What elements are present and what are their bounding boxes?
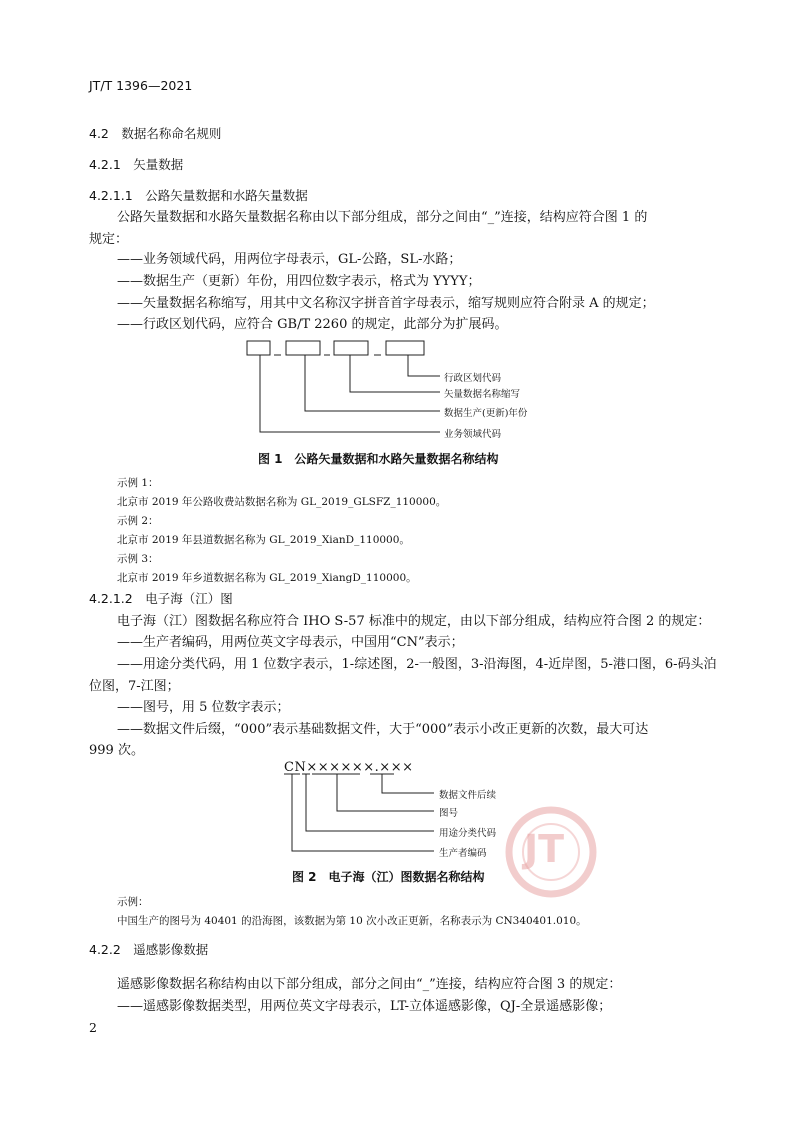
watermark-text: JT	[524, 827, 565, 871]
example-label: 示例 1：	[117, 477, 159, 489]
example-label: 示例：	[117, 896, 149, 908]
figure2-label: 生产者编码	[439, 848, 487, 859]
figure1-label: 业务领域代码	[444, 429, 502, 440]
list-item: ——业务领域代码，用两位字母表示，GL-公路，SL-水路；	[117, 252, 462, 267]
section-heading-4-2-2: 4.2.2 遥感影像数据	[89, 942, 209, 957]
list-item: ——矢量数据名称缩写，用其中文名称汉字拼音首字母表示，缩写规则应符合附录 A 的规定；	[117, 296, 655, 311]
figure2-label: 用途分类代码	[439, 828, 497, 839]
figure-2-caption: 图 2 电子海（江）图数据名称结构	[292, 870, 485, 884]
example-text: 北京市 2019 年公路收费站数据名称为 GL_2019_GLSFZ_110000。	[117, 496, 447, 508]
example-label: 示例 3：	[117, 553, 159, 565]
section-heading-4-2-1: 4.2.1 矢量数据	[89, 157, 184, 172]
figure1-label: 数据生产(更新)年份	[444, 408, 528, 419]
section-heading-4-2-1-2: 4.2.1.2 电子海（江）图	[89, 591, 233, 606]
paragraph-line: 规定：	[89, 232, 129, 247]
list-item: ——数据文件后缀，“000”表示基础数据文件，大于“000”表示小改正更新的次数，最大可达	[117, 722, 649, 737]
list-item: ——图号，用 5 位数字表示；	[117, 700, 290, 715]
list-item: ——行政区划代码，应符合 GB/T 2260 的规定，此部分为扩展码。	[117, 317, 508, 332]
section-heading-4-2: 4.2 数据名称命名规则	[89, 126, 222, 141]
figure2-label: 数据文件后续	[439, 790, 497, 801]
paragraph-line: 遥感影像数据名称结构由以下部分组成，部分之间由“_”连接，结构应符合图 3 的规定：	[117, 977, 622, 992]
example-text: 中国生产的图号为 40401 的沿海图，该数据为第 10 次小改正更新，名称表示为 CN340401.010。	[117, 915, 587, 927]
list-item: 999 次。	[89, 743, 144, 758]
example-text: 北京市 2019 年乡道数据名称为 GL_2019_XiangD_110000。	[117, 572, 417, 584]
example-text: 北京市 2019 年县道数据名称为 GL_2019_XianD_110000。	[117, 534, 410, 546]
figure1-box-domain	[247, 341, 270, 355]
list-item: ——遥感影像数据类型，用两位英文字母表示，LT-立体遥感影像，QJ-全景遥感影像；	[117, 999, 612, 1014]
paragraph-line: 电子海（江）图数据名称应符合 IHO S-57 标准中的规定，由以下部分组成，结构应符合图 2 的规定：	[117, 614, 711, 629]
figure1-box-abbr	[334, 341, 368, 355]
list-item: ——用途分类代码，用 1 位数字表示，1-综述图，2-一般图，3-沿海图，4-近岸图，5-港口图，6-码头泊	[117, 657, 717, 672]
paragraph-line: 公路矢量数据和水路矢量数据名称由以下部分组成，部分之间由“_”连接，结构应符合图 1 的	[117, 210, 648, 225]
figure1-box-region	[386, 341, 424, 355]
section-heading-4-2-1-1: 4.2.1.1 公路矢量数据和水路矢量数据	[89, 188, 308, 203]
figure1-label: 行政区划代码	[444, 373, 502, 384]
list-item: ——生产者编码，用两位英文字母表示，中国用“CN”表示；	[117, 635, 464, 650]
figure1-box-year	[286, 341, 320, 355]
standard-header: JT/T 1396—2021	[89, 78, 193, 93]
list-item: ——数据生产（更新）年份，用四位数字表示，格式为 YYYY；	[117, 274, 481, 289]
figure2-code: CN××××××.×××	[284, 760, 414, 775]
figure-1-caption: 图 1 公路矢量数据和水路矢量数据名称结构	[258, 452, 499, 466]
list-item: 位图，7-江图；	[89, 679, 180, 694]
example-label: 示例 2：	[117, 515, 159, 527]
figure1-label: 矢量数据名称缩写	[444, 389, 521, 400]
figure2-label: 图号	[439, 808, 459, 819]
page-number: 2	[89, 1020, 97, 1035]
